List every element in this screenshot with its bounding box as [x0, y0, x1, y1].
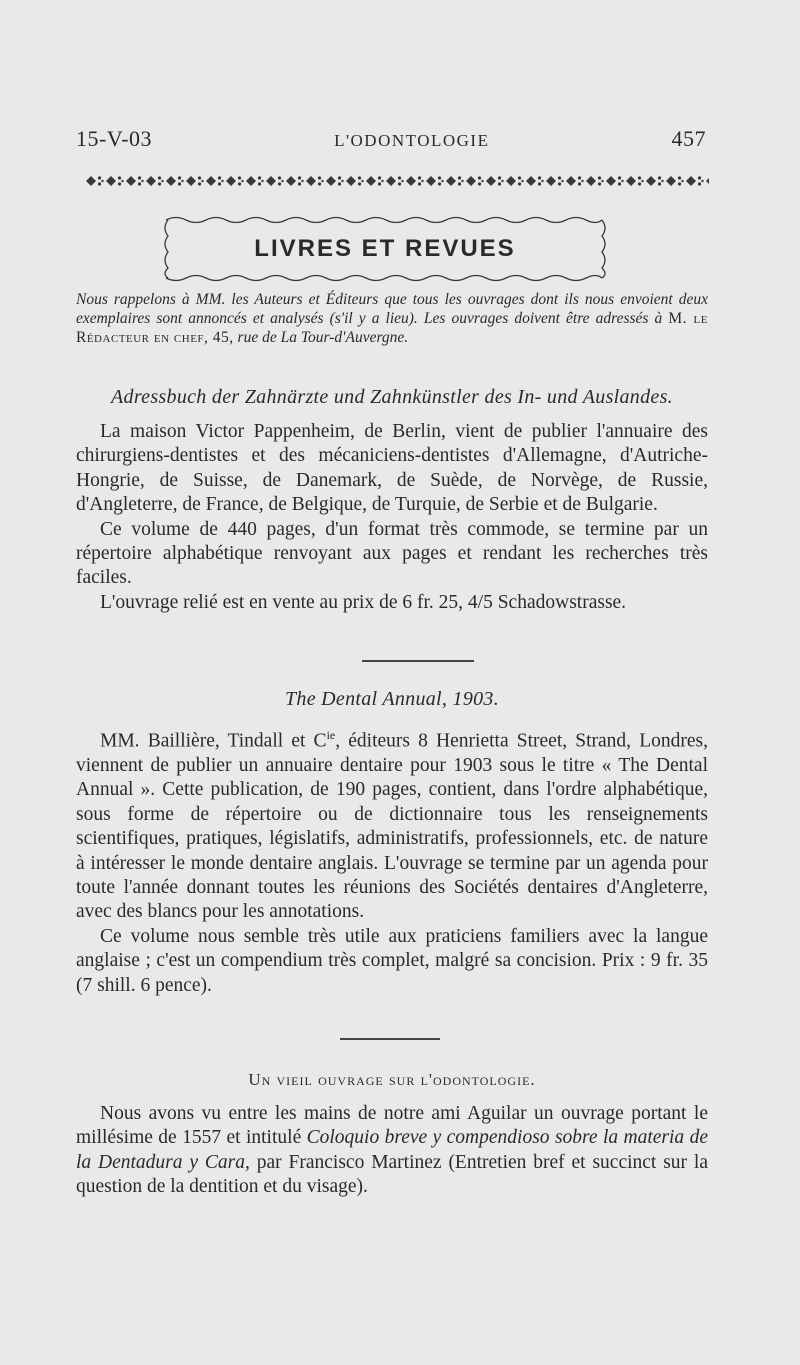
article3-book-title: Coloquio breve y compendioso sobre la materia de la Dentadura y Cara,	[76, 1127, 708, 1173]
article2-text-b: , éditeurs 8 Henrietta Street, Strand, Londres, viennent de publier un annuaire dentaire pour 1903 sous le titre « The Dental Annual ». Cette publication, de 190 pages, contient, dans l'ordre alphabétique, sous forme de répertoire ou de dictionnaire tous les renseignements scientifiques, pratiques, législatifs, administratifs, professionnels, etc. de nature à intéresser le monde dentaire anglais. L'ouvrage se termine par un agenda pour toute l'année donnant toutes les réunions des Sociétés dentaires d'Angleterre, avec des blancs pour les annotations.	[76, 730, 708, 923]
article3-text-a: Nous avons vu entre les mains de notre ami Aguilar un ouvrage portant le millésime de 1557 et intitulé	[76, 1103, 708, 1149]
separator-rule-1	[362, 660, 474, 662]
journal-title: L'ODONTOLOGIE	[334, 131, 490, 150]
article1-title: Adressbuch der Zahnärzte und Zahnkünstler des In- und Auslandes.	[111, 386, 673, 408]
notice-text-2: rue de La Tour-d'Auvergne.	[233, 329, 409, 346]
article1-body	[76, 420, 708, 615]
article3-paragraph-1	[76, 1102, 708, 1200]
article3-text-b: par Francisco Martinez (Entretien bref et succinct sur la question de la dentition et du visage).	[76, 1151, 708, 1198]
notice-addressee: M. le Rédacteur en chef, 45,	[76, 310, 708, 346]
article2-title: The Dental Annual, 1903.	[284, 688, 500, 710]
article1-paragraph-3: L'ouvrage relié est en vente au prix de 6 fr. 25, 4/5 Schadowstrasse.	[100, 591, 627, 613]
ornament-border-icon	[84, 172, 709, 190]
article2-paragraph-2: Ce volume nous semble très utile aux praticiens familiers avec la langue anglaise ; c'est un compendium très complet, malgré sa concision. Prix : 9 fr. 35 (7 shill. 6 pence).	[76, 925, 708, 996]
section-heading-box	[160, 212, 610, 286]
article3-title: Un vieil ouvrage sur l'odontologie.	[248, 1070, 536, 1089]
editorial-notice	[76, 290, 708, 347]
article2-superscript: ie	[326, 728, 336, 742]
page-number: 457	[671, 126, 706, 151]
article2-paragraph-1	[76, 723, 708, 925]
article1-paragraph-2: Ce volume de 440 pages, d'un format très commode, se termine par un répertoire alphabétique renvoyant aux pages et rendant les recherches très faciles.	[76, 518, 708, 589]
article3-body	[76, 1102, 708, 1200]
article2-text-a: MM. Baillière, Tindall et C	[100, 730, 327, 752]
article1-paragraph-1: La maison Victor Pappenheim, de Berlin, vient de publier l'annuaire des chirurgiens-dentistes et des mécaniciens-dentistes d'Allemagne, d'Autriche-Hongrie, de Suisse, de Danemark, de Suède, de Norvège, de Russie, d'Angleterre, de France, de Belgique, de Turquie, de Serbie et de Bulgarie.	[76, 421, 708, 516]
article2-body	[76, 723, 708, 998]
issue-date: 15-V-03	[76, 126, 153, 151]
running-header	[76, 126, 706, 152]
separator-rule-2	[340, 1038, 440, 1040]
section-heading: LIVRES ET REVUES	[254, 235, 516, 262]
notice-text-1: Nous rappelons à MM. les Auteurs et Éditeurs que tous les ouvrages dont ils nous envoient deux exemplaires sont annoncés et analysés (s'il y a lieu). Les ouvrages doivent être adressés à	[76, 291, 708, 327]
